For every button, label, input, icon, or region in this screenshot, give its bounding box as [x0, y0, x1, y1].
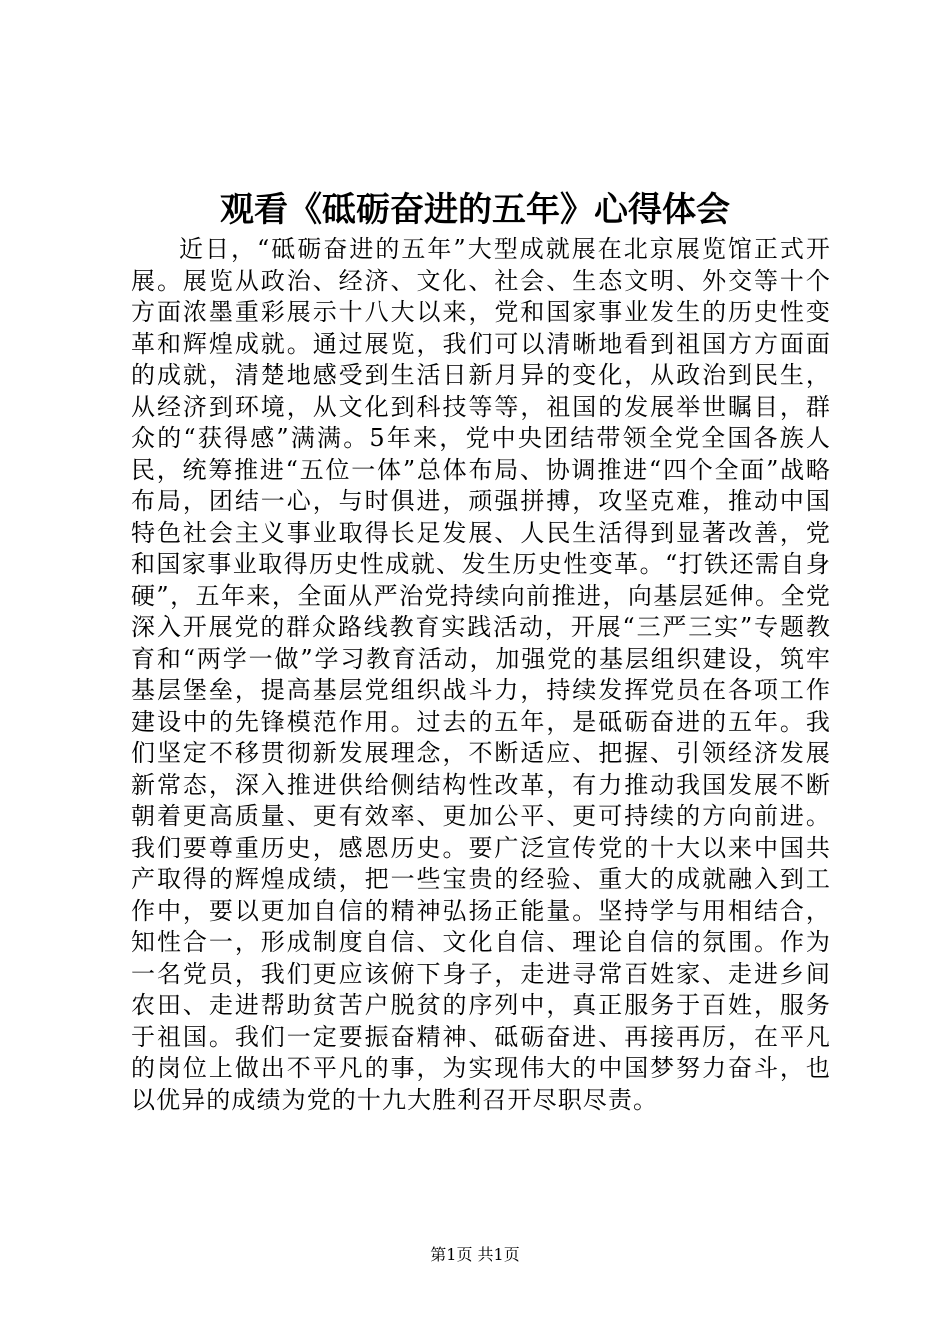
page-footer: 第1页 共1页: [430, 1245, 520, 1264]
document-title: 观看《砥砺奋进的五年》心得体会: [220, 190, 730, 230]
body-paragraph: 近日，“砥砺奋进的五年”大型成就展在北京展览馆正式开展。展览从政治、经济、文化、社会、生态文明、外交等十个方面浓墨重彩展示十八大以来，党和国家事业发生的历史性变革和辉煌成就。通过展览，我们可以清晰地看到祖国方方面面的成就，清楚地感受到生活日新月异的变化，从政治到民生，从经济到环境，从文化到科技等等，祖国的发展举世瞩目，群众的“获得感”满满。5年来，党中央团结带领全党全国各族人民，统筹推进“五位一体”总体布局、协调推进“四个全面”战略布局，团结一心，与时俱进，顽强拼搏，攻坚克难，推动中国特色社会主义事业取得长足发展、人民生活得到显著改善，党和国家事业取得历史性成就、发生历史性变革。“打铁还需自身硬”，五年来，全面从严治党持续向前推进，向基层延伸。全党深入开展党的群众路线教育实践活动，开展“三严三实”专题教育和“两学一做”学习教育活动，加强党的基层组织建设，筑牢基层堡垒，提高基层党组织战斗力，持续发挥党员在各项工作建设中的先锋模范作用。过去的五年，是砥砺奋进的五年。我们坚定不移贯彻新发展理念，不断适应、把握、引领经济发展新常态，深入推进供给侧结构性改革，有力推动我国发展不断朝着更高质量、更有效率、更加公平、更可持续的方向前进。我们要尊重历史，感恩历史。要广泛宣传党的十大以来中国共产取得的辉煌成绩，把一些宝贵的经验、重大的成就融入到工作中，要以更加自信的精神弘扬正能量。坚持学与用相结合，知性合一，形成制度自信、文化自信、理论自信的氛围。作为一名党员，我们更应该俯下身子，走进寻常百姓家、走进乡间农田、走进帮助贫苦户脱贫的序列中，真正服务于百姓，服务于祖国。我们一定要振奋精神、砥砺奋进、再接再厉，在平凡的岗位上做出不平凡的事，为实现伟大的中国梦努力奋斗，也以优异的成绩为党的十九大胜利召开尽职尽责。: [131, 235, 831, 1114]
